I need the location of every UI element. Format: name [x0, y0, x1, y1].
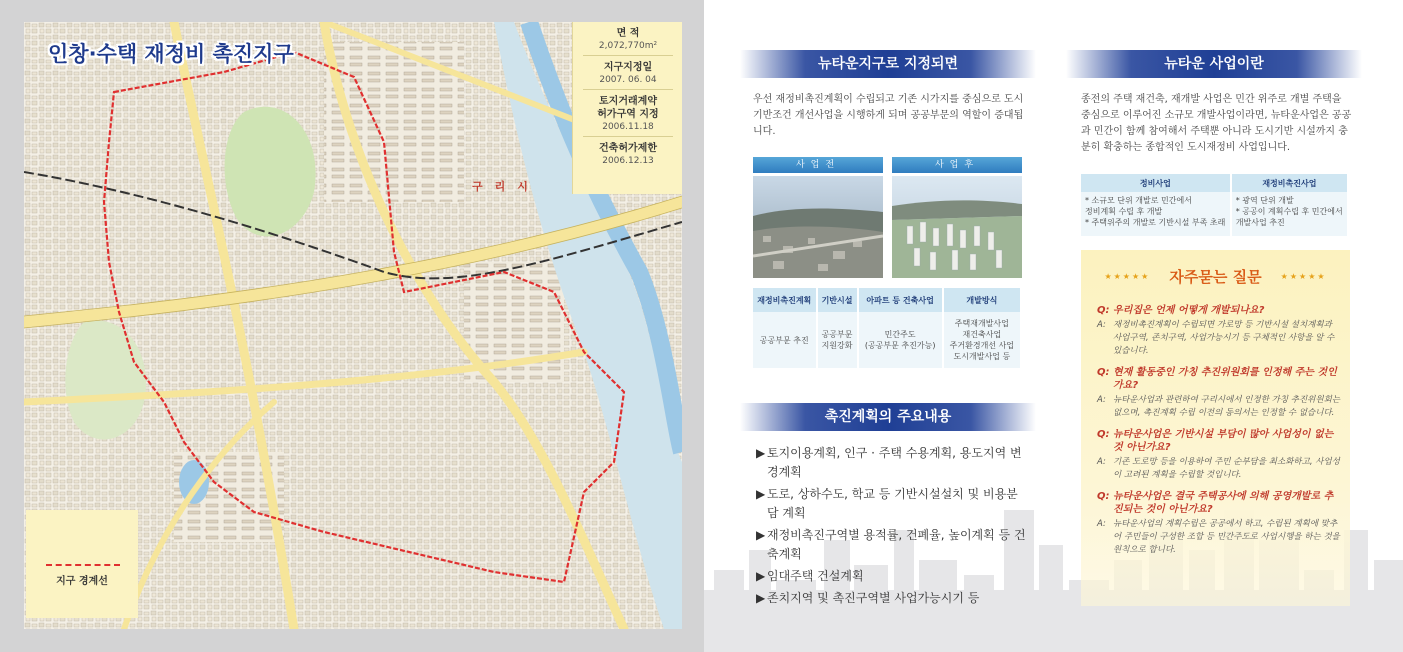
- designation-description: 우선 재정비촉진계획이 수립되고 기존 시가지를 중심으로 도시기반조건 개선사업을 시행하게 되며 공공부문의 역할이 증대됩니다.: [753, 94, 1024, 137]
- faq-item: [1097, 428, 1341, 482]
- designation-table: [753, 288, 1022, 368]
- info-designation: [573, 56, 682, 90]
- triangle-bullet-icon: ▶: [756, 528, 766, 542]
- star-decoration-icon: ★★★★★: [1280, 272, 1327, 281]
- faq-item: [1097, 490, 1341, 557]
- table-cell: * 소규모 단위 개발로 민간에서 정비계획 수립 후 개발 * 주택위주의 개발로 기반시설 부족 초래: [1081, 192, 1231, 236]
- section-heading-plan-contents: 촉진계획의 주요내용: [740, 403, 1036, 431]
- table-header: 기반시설: [817, 288, 858, 312]
- info-designation-label: 지구지정일: [603, 62, 653, 73]
- q-mark: Q:: [1097, 491, 1110, 502]
- newtown-description: 종전의 주택 재건축, 재개발 사업은 민간 위주로 개별 주택을 중심으로 이루어진 소규모 개발사업이라면, 뉴타운사업은 공공과 민간이 함께 참여해서 주택뿐 아니라 도시기반 시설까지 충분히 확충하는 종합적인 도시재정비 사업입니다.: [1081, 94, 1352, 153]
- info-land-permit-value: 2006.11.18: [583, 121, 673, 137]
- table-cell: * 광역 단위 개발 * 공공이 계획수립 후 민간에서 개발사업 추진: [1231, 192, 1348, 236]
- comparison-table: [1081, 174, 1349, 236]
- info-building-limit-label: 건축허가제한: [599, 143, 657, 154]
- faq-question: [1097, 304, 1341, 317]
- a-mark: A:: [1097, 395, 1106, 405]
- table-header: 정비사업: [1081, 174, 1231, 192]
- triangle-bullet-icon: ▶: [756, 487, 766, 501]
- legend-label: 지구 경계선: [56, 576, 108, 587]
- faq-answer: [1097, 456, 1341, 482]
- triangle-bullet-icon: ▶: [756, 591, 766, 605]
- faq-answer: [1097, 518, 1341, 557]
- list-item-text: 토지이용계획, 인구 · 주택 수용계획, 용도지역 변경계획: [767, 446, 1022, 479]
- faq-question-text: 뉴타운사업은 기반시설 부담이 많아 사업성이 없는 것 아닌가요?: [1113, 429, 1334, 453]
- before-label: 사업전: [753, 157, 883, 173]
- info-building-limit: [573, 137, 682, 170]
- boundary-line-sample: [46, 564, 120, 566]
- after-photo: [892, 176, 1022, 278]
- table-header: 아파트 등 건축사업: [858, 288, 943, 312]
- faq-box: [1081, 250, 1350, 606]
- q-mark: Q:: [1097, 367, 1110, 378]
- table-cell: 주택재개발사업 재건축사업 주거환경개선 사업 도시개발사업 등: [943, 312, 1021, 368]
- table-cell: 공공부문 지원강화: [817, 312, 858, 368]
- table-header: 재정비촉진사업: [1231, 174, 1348, 192]
- district-info-box: [572, 22, 682, 194]
- faq-title: 자주묻는 질문: [1169, 268, 1262, 286]
- faq-question: [1097, 490, 1341, 516]
- info-area: [573, 22, 682, 56]
- after-label: 사업후: [892, 157, 1022, 173]
- faq-answer-text: 뉴타운사업의 계획수립은 공공에서 하고, 수립된 계획에 맞추어 주민들이 구성한 조합 등 민간주도로 사업시행을 하는 것을 원칙으로 합니다.: [1113, 519, 1340, 555]
- a-mark: A:: [1097, 457, 1106, 467]
- table-header: 재정비촉진계획: [753, 288, 817, 312]
- faq-question-text: 우리집은 언제 어떻게 개발되나요?: [1113, 305, 1265, 316]
- list-item: [756, 444, 1026, 482]
- table-cell: 민간주도 (공공부문 추진가능): [858, 312, 943, 368]
- list-item-text: 재정비촉진구역별 용적률, 건폐율, 높이계획 등 건축계획: [767, 528, 1026, 561]
- faq-question-text: 뉴타운사업은 결국 주택공사에 의해 공영개발로 추진되는 것이 아닌가요?: [1113, 491, 1334, 515]
- faq-question: [1097, 428, 1341, 454]
- a-mark: A:: [1097, 320, 1106, 330]
- faq-question-text: 현재 활동중인 가칭 추진위원회를 인정해 주는 것인가요?: [1113, 367, 1337, 391]
- faq-answer: [1097, 394, 1341, 420]
- triangle-bullet-icon: ▶: [756, 569, 766, 583]
- faq-question: [1097, 366, 1341, 392]
- list-item: [756, 567, 1026, 586]
- before-photo: [753, 176, 883, 278]
- faq-answer-text: 뉴타운사업과 관련하여 구리시에서 인정한 가칭 추진위원회는 없으며, 촉진계획 수립 이전의 동의서는 인정할 수 없습니다.: [1113, 395, 1340, 418]
- list-item-text: 존치지역 및 촉진구역별 사업가능시기 등: [767, 591, 980, 605]
- list-item: [756, 526, 1026, 564]
- faq-title-row: [1081, 266, 1350, 287]
- map-title: 인창·수택 재정비 촉진지구: [48, 42, 294, 66]
- info-area-value: 2,072,770m²: [583, 40, 673, 56]
- star-decoration-icon: ★★★★★: [1104, 272, 1151, 281]
- district-map: [24, 22, 682, 629]
- list-item: [756, 589, 1026, 608]
- faq-item: [1097, 304, 1341, 358]
- map-legend: [26, 510, 138, 618]
- info-area-label: 면 적: [616, 28, 640, 39]
- faq-item: [1097, 366, 1341, 420]
- list-item-text: 임대주택 건설계획: [767, 569, 864, 583]
- city-label: 구리시: [472, 180, 540, 193]
- faq-answer: [1097, 319, 1341, 358]
- faq-list: [1097, 304, 1341, 565]
- list-item-text: 도로, 상하수도, 학교 등 기반시설설치 및 비용분담 계획: [767, 487, 1018, 520]
- faq-answer-text: 기존 도로망 등을 이용하여 주민 순부담을 최소화하고, 사업성이 고려된 계획을 수립할 것입니다.: [1113, 457, 1340, 480]
- info-land-permit: [573, 90, 682, 137]
- info-building-limit-value: 2006.12.13: [602, 156, 654, 166]
- triangle-bullet-icon: ▶: [756, 446, 766, 460]
- list-item: [756, 485, 1026, 523]
- section-heading-designation: 뉴타운지구로 지정되면: [740, 50, 1036, 78]
- section-heading-newtown: 뉴타운 사업이란: [1066, 50, 1362, 78]
- a-mark: A:: [1097, 519, 1106, 529]
- table-header: 개발방식: [943, 288, 1021, 312]
- q-mark: Q:: [1097, 305, 1110, 316]
- plan-contents-list: [756, 444, 1026, 611]
- faq-answer-text: 재정비촉진계획이 수립되면 가로망 등 기반시설 설치계획과 사업구역, 존치구역, 사업가능시기 등 구체적인 사항을 알 수 있습니다.: [1113, 320, 1335, 356]
- q-mark: Q:: [1097, 429, 1110, 440]
- info-designation-value: 2007. 06. 04: [583, 74, 673, 90]
- table-cell: 공공부문 추진: [753, 312, 817, 368]
- info-land-permit-label: 토지거래계약 허가구역 지정: [597, 96, 659, 120]
